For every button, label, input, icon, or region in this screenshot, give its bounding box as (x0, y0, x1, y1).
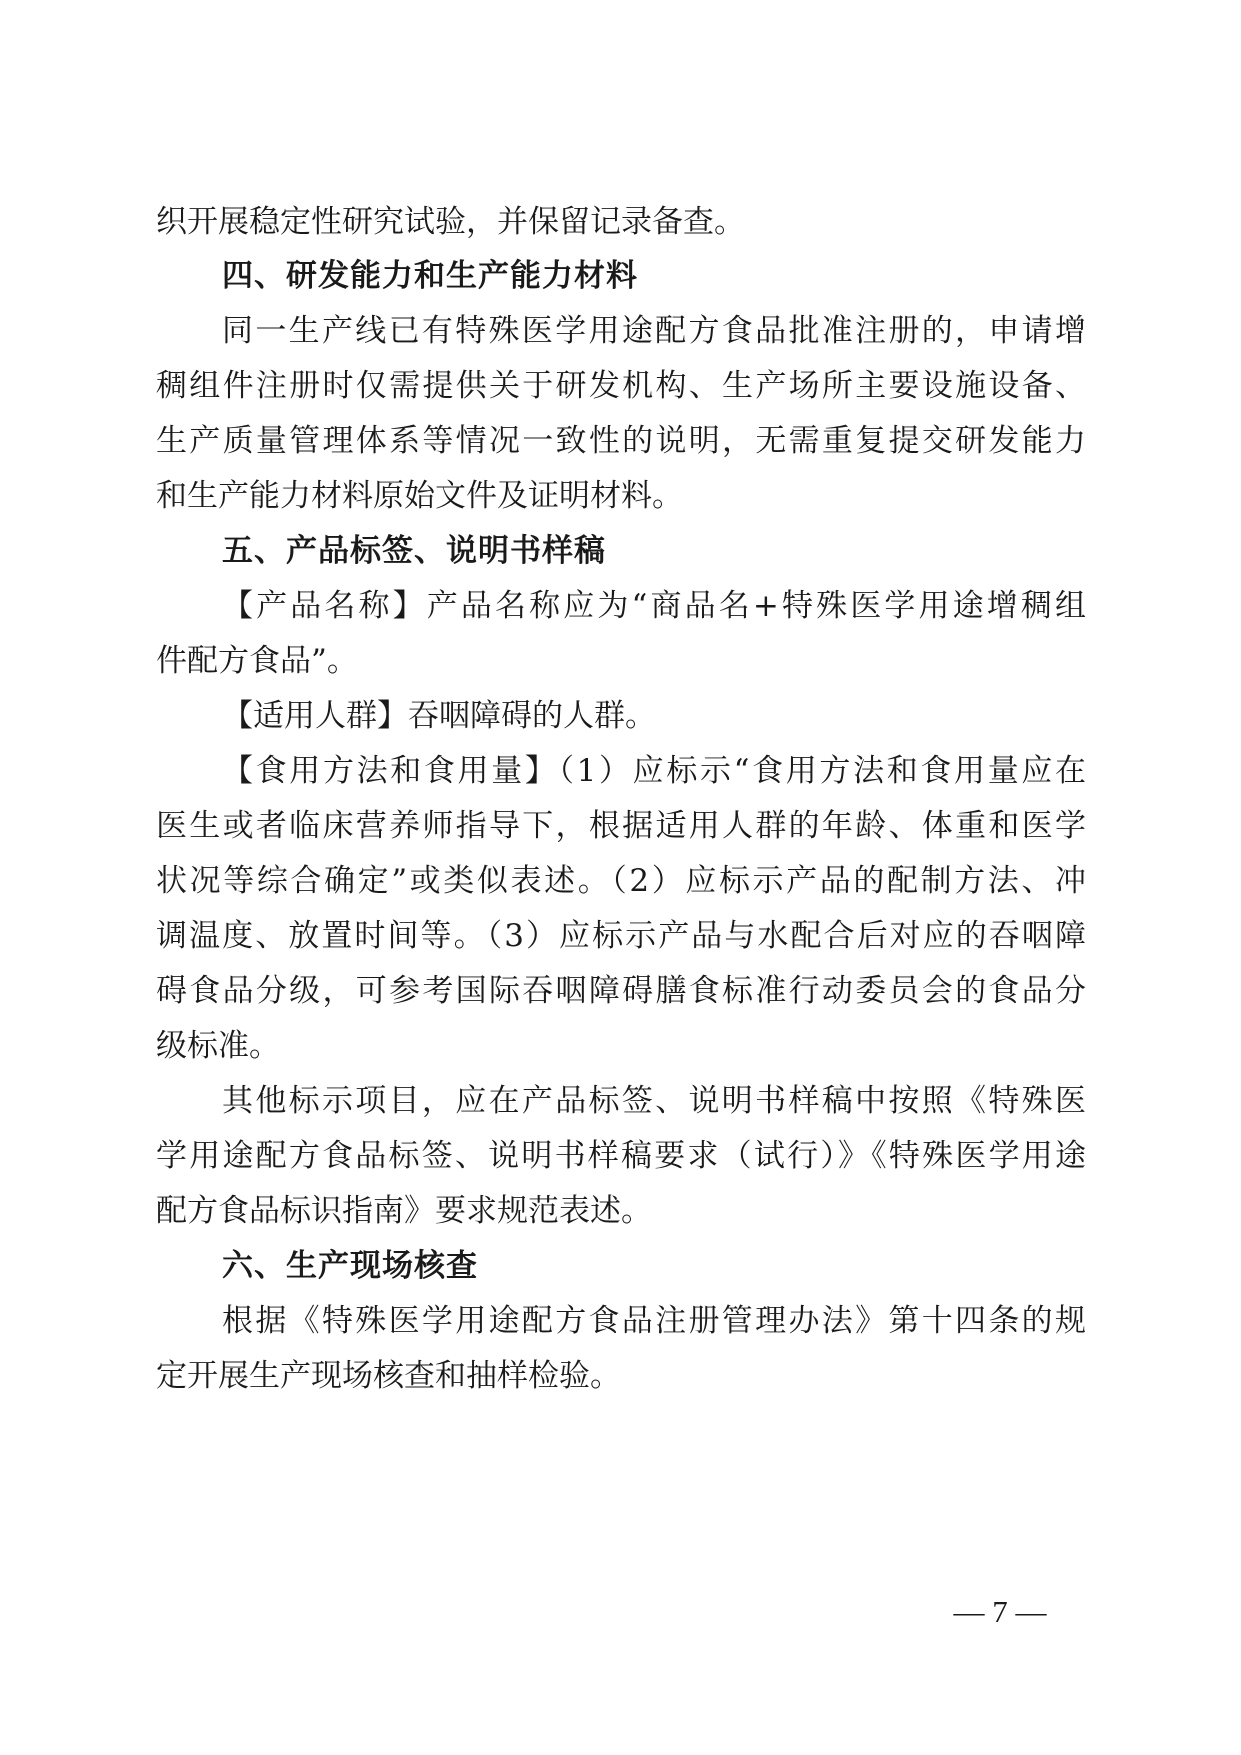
paragraph-line: 织开展稳定性研究试验，并保留记录备查。 (156, 204, 745, 240)
paragraph-line: 件配方食品”。 (156, 643, 358, 679)
paragraph-line: 根据《特殊医学用途配方食品注册管理办法》第十四条的规 (222, 1303, 1086, 1339)
paragraph-line: 和生产能力材料原始文件及证明材料。 (156, 478, 683, 514)
paragraph-line: 其他标示项目，应在产品标签、说明书样稿中按照《特殊医 (222, 1083, 1086, 1119)
paragraph-line: 稠组件注册时仅需提供关于研发机构、生产场所主要设施设备、 (156, 368, 1086, 404)
section-heading-6: 六、生产现场核查 (222, 1248, 478, 1284)
paragraph-line: 级标准。 (156, 1028, 280, 1064)
section-heading-5: 五、产品标签、说明书样稿 (222, 533, 606, 569)
paragraph-line: 【食用方法和食用量】（1）应标示“食用方法和食用量应在 (222, 753, 1086, 789)
paragraph-line: 生产质量管理体系等情况一致性的说明，无需重复提交研发能力 (156, 423, 1086, 459)
section-heading-4: 四、研发能力和生产能力材料 (222, 258, 638, 294)
page-number: — 7 — (953, 1594, 1047, 1629)
paragraph-line: 医生或者临床营养师指导下，根据适用人群的年龄、体重和医学 (156, 808, 1086, 844)
paragraph-line: 调温度、放置时间等。（3）应标示产品与水配合后对应的吞咽障 (156, 918, 1086, 954)
paragraph-line: 同一生产线已有特殊医学用途配方食品批准注册的，申请增 (222, 313, 1086, 349)
paragraph-line: 定开展生产现场核查和抽样检验。 (156, 1358, 621, 1394)
paragraph-line: 状况等综合确定”或类似表述。（2）应标示产品的配制方法、冲 (156, 863, 1086, 899)
paragraph-line: 学用途配方食品标签、说明书样稿要求（试行）》《特殊医学用途 (156, 1138, 1086, 1174)
paragraph-line: 【适用人群】吞咽障碍的人群。 (222, 698, 656, 734)
paragraph-line: 【产品名称】产品名称应为“商品名+特殊医学用途增稠组 (222, 588, 1086, 624)
paragraph-line: 碍食品分级，可参考国际吞咽障碍膳食标准行动委员会的食品分 (156, 973, 1086, 1009)
paragraph-line: 配方食品标识指南》要求规范表述。 (156, 1193, 652, 1229)
